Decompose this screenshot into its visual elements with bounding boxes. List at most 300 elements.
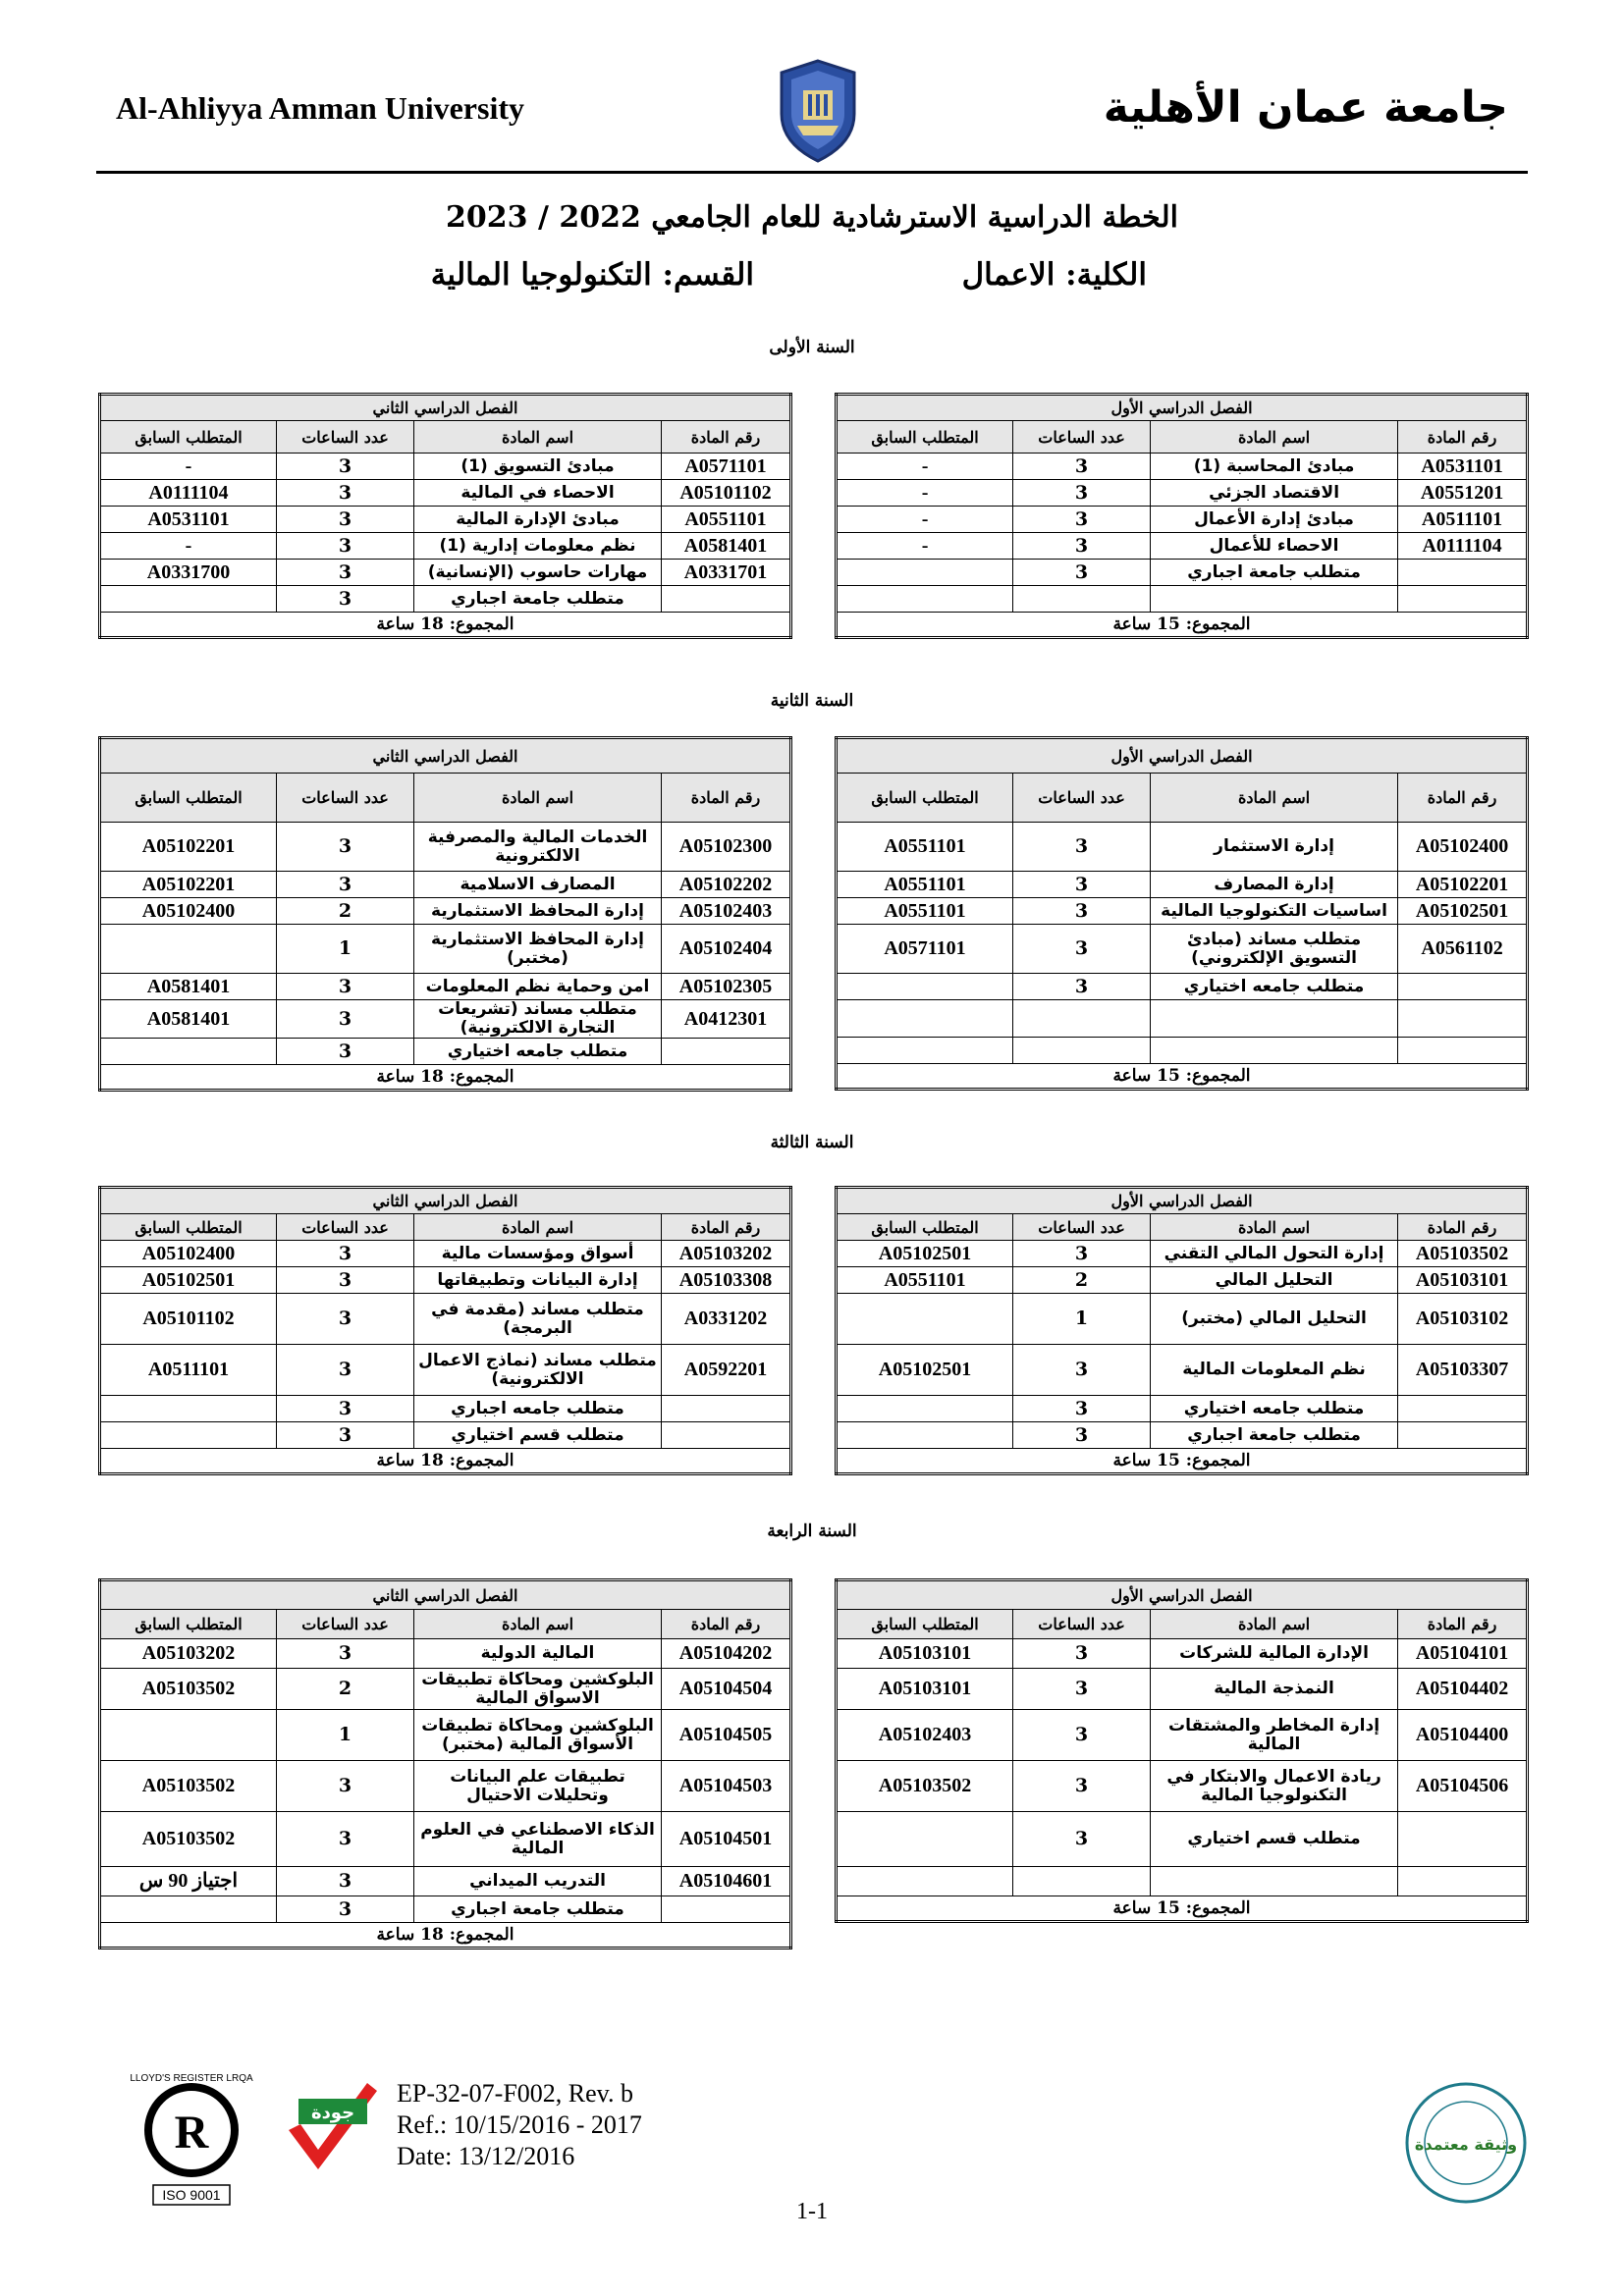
course-code — [1398, 560, 1528, 586]
course-name: متطلب قسم اختياري — [414, 1422, 662, 1449]
course-row — [100, 1812, 791, 1867]
course-row — [837, 454, 1528, 480]
course-hours: 3 — [277, 1867, 414, 1896]
course-row — [837, 1867, 1528, 1896]
column-header-name: اسم المادة — [1151, 774, 1398, 823]
course-row — [100, 1039, 791, 1065]
course-name: متطلب مساند (مقدمة في البرمجة) — [414, 1294, 662, 1345]
course-row — [837, 1812, 1528, 1867]
course-name: متطلب جامعه اختياري — [1151, 1396, 1398, 1422]
column-header-code: رقم المادة — [1398, 1610, 1528, 1639]
column-header-prereq: المتطلب السابق — [100, 1214, 277, 1241]
course-hours: 3 — [277, 1241, 414, 1267]
course-code: A0592201 — [662, 1345, 791, 1396]
course-row — [100, 1241, 791, 1267]
semester-total: المجموع: 18 ساعة — [100, 1065, 791, 1091]
course-code — [1398, 1422, 1528, 1449]
course-hours: 3 — [1013, 925, 1151, 974]
course-hours — [1013, 1867, 1151, 1896]
column-header-prereq: المتطلب السابق — [837, 1214, 1013, 1241]
course-code — [1398, 974, 1528, 1000]
quality-mark-icon — [279, 2071, 387, 2189]
course-name: الإدارة المالية للشركات — [1151, 1639, 1398, 1669]
column-header-hours: عدد الساعات — [1013, 774, 1151, 823]
course-name: مهارات حاسوب (الإنسانية) — [414, 560, 662, 586]
course-prereq: A05102501 — [100, 1267, 277, 1294]
year-label: السنة الأولى — [769, 338, 855, 357]
doc-date: Date: 13/12/2016 — [397, 2142, 575, 2170]
course-row — [100, 925, 791, 974]
course-name: متطلب مساند (مبادئ التسويق الإلكتروني) — [1151, 925, 1398, 974]
course-code: A05103102 — [1398, 1294, 1528, 1345]
column-header-prereq: المتطلب السابق — [100, 421, 277, 454]
course-prereq: A0511101 — [100, 1345, 277, 1396]
university-name-ar: جامعة عمان الأهلية — [1103, 82, 1508, 133]
course-hours: 3 — [1013, 872, 1151, 898]
semester-table-3-sem1 — [835, 1186, 1529, 1475]
lrqa-label: LLOYD'S REGISTER LRQA — [130, 2073, 253, 2084]
course-code: A05102501 — [1398, 898, 1528, 925]
course-code: A05103202 — [662, 1241, 791, 1267]
course-code: A05104402 — [1398, 1669, 1528, 1710]
course-code: A0551101 — [662, 507, 791, 533]
course-name: متطلب مساند (نماذج الاعمال الالكترونية) — [414, 1345, 662, 1396]
semester-table-1-sem1 — [835, 393, 1529, 639]
course-code: A05104504 — [662, 1669, 791, 1710]
course-row — [100, 974, 791, 1000]
course-code: A05102400 — [1398, 823, 1528, 872]
course-code: A0111104 — [1398, 533, 1528, 560]
course-name: تطبيقات علم البيانات وتحليلات الاحتيال — [414, 1761, 662, 1812]
course-name: الاقتصاد الجزئي — [1151, 480, 1398, 507]
semester-table-2-sem1 — [835, 736, 1529, 1091]
course-name: نظم المعلومات المالية — [1151, 1345, 1398, 1396]
course-hours: 3 — [277, 1422, 414, 1449]
course-prereq: - — [100, 454, 277, 480]
course-code — [662, 1422, 791, 1449]
course-code: A0331202 — [662, 1294, 791, 1345]
course-code: A05104503 — [662, 1761, 791, 1812]
course-code: A0531101 — [1398, 454, 1528, 480]
course-row — [837, 1761, 1528, 1812]
course-name: متطلب جامعه اجباري — [414, 1396, 662, 1422]
course-prereq — [100, 586, 277, 613]
course-hours: 3 — [277, 454, 414, 480]
course-prereq: A05103502 — [100, 1812, 277, 1867]
faculty-label: الكلية: الاعمال — [961, 257, 1147, 293]
column-header-code: رقم المادة — [1398, 1214, 1528, 1241]
column-header-hours: عدد الساعات — [1013, 1214, 1151, 1241]
course-hours: 3 — [277, 823, 414, 872]
course-name: الخدمات المالية والمصرفية الالكترونية — [414, 823, 662, 872]
course-code — [1398, 586, 1528, 613]
doc-ref: Ref.: 10/15/2016 - 2017 — [397, 2110, 642, 2139]
course-name: إدارة التحول المالي التقني — [1151, 1241, 1398, 1267]
course-code: A05102404 — [662, 925, 791, 974]
course-prereq: A0111104 — [100, 480, 277, 507]
semester-total: المجموع: 15 ساعة — [837, 1896, 1528, 1922]
column-header-code: رقم المادة — [1398, 774, 1528, 823]
course-row — [100, 1345, 791, 1396]
semester-title: الفصل الدراسي الثاني — [100, 395, 791, 421]
course-prereq — [837, 1812, 1013, 1867]
course-row — [837, 1396, 1528, 1422]
course-prereq — [837, 1867, 1013, 1896]
header-divider — [96, 171, 1528, 174]
course-prereq: A05102400 — [100, 898, 277, 925]
course-prereq: A05103502 — [837, 1761, 1013, 1812]
course-name: متطلب قسم اختياري — [1151, 1812, 1398, 1867]
course-row — [837, 1000, 1528, 1038]
course-code: A05103502 — [1398, 1241, 1528, 1267]
semester-title: الفصل الدراسي الأول — [837, 395, 1528, 421]
column-header-hours: عدد الساعات — [277, 421, 414, 454]
course-hours: 3 — [1013, 454, 1151, 480]
course-hours: 3 — [1013, 823, 1151, 872]
column-header-code: رقم المادة — [662, 1610, 791, 1639]
column-header-name: اسم المادة — [414, 1610, 662, 1639]
column-header-prereq: المتطلب السابق — [837, 421, 1013, 454]
course-row — [837, 586, 1528, 613]
svg-text:R: R — [174, 2107, 209, 2159]
course-hours: 3 — [277, 560, 414, 586]
course-hours: 3 — [277, 1639, 414, 1669]
course-name: إدارة المصارف — [1151, 872, 1398, 898]
course-code: A05104506 — [1398, 1761, 1528, 1812]
column-header-code: رقم المادة — [1398, 421, 1528, 454]
course-hours: 3 — [277, 1812, 414, 1867]
course-hours: 3 — [1013, 1710, 1151, 1761]
course-name: ريادة الاعمال والابتكار في التكنولوجيا المالية — [1151, 1761, 1398, 1812]
course-code: A0412301 — [662, 1000, 791, 1039]
year-label: السنة الرابعة — [767, 1522, 857, 1541]
approved-document-seal-icon — [1402, 2079, 1530, 2207]
year-label: السنة الثالثة — [770, 1133, 854, 1152]
semester-title: الفصل الدراسي الثاني — [100, 1188, 791, 1214]
course-name: إدارة المخاطر والمشتقات المالية — [1151, 1710, 1398, 1761]
course-row — [100, 1422, 791, 1449]
course-row — [100, 823, 791, 872]
course-prereq: A0551101 — [837, 872, 1013, 898]
column-header-name: اسم المادة — [414, 421, 662, 454]
course-prereq: A05103101 — [837, 1669, 1013, 1710]
course-prereq: A05102501 — [837, 1345, 1013, 1396]
course-prereq — [100, 1039, 277, 1065]
course-prereq — [100, 1896, 277, 1923]
course-hours: 3 — [1013, 1345, 1151, 1396]
course-row — [837, 560, 1528, 586]
course-prereq — [837, 1396, 1013, 1422]
course-row — [100, 1639, 791, 1669]
column-header-name: اسم المادة — [1151, 421, 1398, 454]
course-hours: 3 — [277, 533, 414, 560]
course-hours — [1013, 1038, 1151, 1064]
column-header-code: رقم المادة — [662, 1214, 791, 1241]
course-row — [837, 823, 1528, 872]
course-prereq — [837, 1000, 1013, 1038]
course-prereq — [837, 1422, 1013, 1449]
course-hours: 3 — [1013, 1422, 1151, 1449]
course-code: A05102300 — [662, 823, 791, 872]
course-name — [1151, 586, 1398, 613]
course-name: المالية الدولية — [414, 1639, 662, 1669]
course-row — [837, 872, 1528, 898]
course-prereq — [837, 1294, 1013, 1345]
course-name — [1151, 1000, 1398, 1038]
semester-title: الفصل الدراسي الثاني — [100, 1580, 791, 1610]
course-name: الذكاء الاصطناعي في العلوم المالية — [414, 1812, 662, 1867]
course-row — [837, 898, 1528, 925]
course-hours: 1 — [277, 925, 414, 974]
course-hours: 3 — [1013, 1761, 1151, 1812]
course-hours: 2 — [277, 1669, 414, 1710]
course-prereq: - — [837, 454, 1013, 480]
course-name: متطلب مساند (تشريعات التجارة الالكترونية) — [414, 1000, 662, 1039]
course-name: الاحصاء للأعمال — [1151, 533, 1398, 560]
course-name: امن وحماية نظم المعلومات — [414, 974, 662, 1000]
column-header-name: اسم المادة — [414, 1214, 662, 1241]
course-prereq: A05103502 — [100, 1669, 277, 1710]
column-header-prereq: المتطلب السابق — [837, 774, 1013, 823]
course-hours: 3 — [277, 480, 414, 507]
course-name: التدريب الميداني — [414, 1867, 662, 1896]
course-row — [100, 1000, 791, 1039]
course-hours: 3 — [1013, 560, 1151, 586]
column-header-hours: عدد الساعات — [277, 1214, 414, 1241]
course-prereq: - — [837, 480, 1013, 507]
course-hours: 3 — [277, 1267, 414, 1294]
semester-title: الفصل الدراسي الأول — [837, 738, 1528, 774]
course-code: A05102403 — [662, 898, 791, 925]
course-hours: 3 — [277, 1396, 414, 1422]
course-code — [1398, 1867, 1528, 1896]
course-name: مبادئ المحاسبة (1) — [1151, 454, 1398, 480]
semester-total: المجموع: 15 ساعة — [837, 613, 1528, 638]
course-code: A05104101 — [1398, 1639, 1528, 1669]
year-label: السنة الثانية — [770, 691, 854, 711]
semester-table-2-sem2 — [98, 736, 792, 1092]
semester-table-4-sem2 — [98, 1578, 792, 1949]
course-row — [100, 1710, 791, 1761]
course-hours — [1013, 1000, 1151, 1038]
course-hours: 3 — [1013, 1396, 1151, 1422]
semester-title: الفصل الدراسي الأول — [837, 1188, 1528, 1214]
column-header-hours: عدد الساعات — [1013, 421, 1151, 454]
course-prereq: A05102400 — [100, 1241, 277, 1267]
course-name: متطلب جامعة اجباري — [414, 586, 662, 613]
doc-code: EP-32-07-F002, Rev. b — [397, 2079, 633, 2108]
semester-total: المجموع: 18 ساعة — [100, 613, 791, 638]
column-header-hours: عدد الساعات — [1013, 1610, 1151, 1639]
semester-table-1-sem2 — [98, 393, 792, 639]
quality-label: جودة — [310, 2103, 355, 2123]
course-row — [837, 1345, 1528, 1396]
course-code: A05104202 — [662, 1639, 791, 1669]
course-name: نظم معلومات إدارية (1) — [414, 533, 662, 560]
course-hours: 2 — [1013, 1267, 1151, 1294]
column-header-name: اسم المادة — [1151, 1214, 1398, 1241]
course-row — [100, 872, 791, 898]
course-code: A0581401 — [662, 533, 791, 560]
course-hours: 3 — [277, 586, 414, 613]
course-hours: 3 — [277, 507, 414, 533]
course-name: مبادئ إدارة الأعمال — [1151, 507, 1398, 533]
column-header-hours: عدد الساعات — [277, 774, 414, 823]
course-code: A0551201 — [1398, 480, 1528, 507]
course-row — [837, 1241, 1528, 1267]
course-name: متطلب جامعة اجباري — [1151, 560, 1398, 586]
column-header-prereq: المتطلب السابق — [100, 774, 277, 823]
course-prereq: A0551101 — [837, 1267, 1013, 1294]
semester-total: المجموع: 18 ساعة — [100, 1923, 791, 1949]
course-name: اساسيات التكنولوجيا المالية — [1151, 898, 1398, 925]
course-hours: 3 — [277, 1345, 414, 1396]
course-prereq: A05102201 — [100, 872, 277, 898]
course-prereq: A05102201 — [100, 823, 277, 872]
course-code: A05104400 — [1398, 1710, 1528, 1761]
course-row — [100, 586, 791, 613]
course-row — [837, 1669, 1528, 1710]
course-name: النمذجة المالية — [1151, 1669, 1398, 1710]
course-hours: 3 — [1013, 1669, 1151, 1710]
course-code — [1398, 1396, 1528, 1422]
course-row — [837, 533, 1528, 560]
lloyds-register-logo-icon — [118, 2065, 265, 2213]
course-row — [100, 1896, 791, 1923]
department-label: القسم: التكنولوجيا المالية — [430, 257, 754, 293]
course-code: A05102305 — [662, 974, 791, 1000]
semester-total: المجموع: 18 ساعة — [100, 1449, 791, 1474]
page-number: 1-1 — [796, 2199, 828, 2224]
course-prereq — [100, 925, 277, 974]
course-row — [100, 898, 791, 925]
course-prereq — [837, 586, 1013, 613]
course-name: التحليل المالي — [1151, 1267, 1398, 1294]
column-header-hours: عدد الساعات — [277, 1610, 414, 1639]
course-row — [100, 533, 791, 560]
course-hours: 2 — [277, 898, 414, 925]
course-prereq: A05103502 — [100, 1761, 277, 1812]
semester-table-3-sem2 — [98, 1186, 792, 1475]
column-header-prereq: المتطلب السابق — [837, 1610, 1013, 1639]
course-name: إدارة المحافظ الاستثمارية — [414, 898, 662, 925]
course-code — [1398, 1000, 1528, 1038]
semester-total: المجموع: 15 ساعة — [837, 1064, 1528, 1090]
iso-label: ISO 9001 — [162, 2187, 221, 2203]
semester-table-4-sem1 — [835, 1578, 1529, 1923]
course-row — [100, 1396, 791, 1422]
course-prereq — [837, 560, 1013, 586]
course-name — [1151, 1038, 1398, 1064]
course-prereq: - — [837, 507, 1013, 533]
course-name: مبادئ الإدارة المالية — [414, 507, 662, 533]
course-prereq: A0581401 — [100, 974, 277, 1000]
course-row — [837, 1038, 1528, 1064]
course-name: إدارة البيانات وتطبيقاتها — [414, 1267, 662, 1294]
course-name: المصارف الاسلامية — [414, 872, 662, 898]
course-prereq: A0551101 — [837, 823, 1013, 872]
course-row — [100, 1267, 791, 1294]
course-row — [837, 1267, 1528, 1294]
course-hours: 3 — [277, 872, 414, 898]
course-row — [100, 507, 791, 533]
course-prereq: A05103202 — [100, 1639, 277, 1669]
course-prereq: A05101102 — [100, 1294, 277, 1345]
course-code — [662, 1396, 791, 1422]
seal-label: وثيقة معتمدة — [1414, 2135, 1518, 2154]
course-name — [1151, 1867, 1398, 1896]
course-row — [837, 1422, 1528, 1449]
course-row — [837, 1710, 1528, 1761]
course-hours: 3 — [277, 1896, 414, 1923]
course-code: A0511101 — [1398, 507, 1528, 533]
course-row — [837, 480, 1528, 507]
course-name: متطلب جامعة اجباري — [414, 1896, 662, 1923]
course-hours: 3 — [1013, 1639, 1151, 1669]
course-row — [100, 1761, 791, 1812]
course-prereq: A05102501 — [837, 1241, 1013, 1267]
semester-title: الفصل الدراسي الثاني — [100, 738, 791, 774]
course-name: البلوكشين ومحاكاة تطبيقات الاسواق المالية — [414, 1669, 662, 1710]
course-hours: 3 — [1013, 480, 1151, 507]
course-name: متطلب جامعة اجباري — [1151, 1422, 1398, 1449]
semester-total: المجموع: 15 ساعة — [837, 1449, 1528, 1474]
course-code: A05103307 — [1398, 1345, 1528, 1396]
course-prereq: A05102403 — [837, 1710, 1013, 1761]
course-hours: 3 — [1013, 974, 1151, 1000]
course-code: A05103101 — [1398, 1267, 1528, 1294]
course-hours: 3 — [1013, 533, 1151, 560]
course-name: أسواق ومؤسسات مالية — [414, 1241, 662, 1267]
course-prereq: اجتياز 90 س — [100, 1867, 277, 1896]
course-hours: 1 — [277, 1710, 414, 1761]
course-code: A05102201 — [1398, 872, 1528, 898]
course-row — [837, 925, 1528, 974]
course-code: A05102202 — [662, 872, 791, 898]
course-code: A0331701 — [662, 560, 791, 586]
course-prereq — [100, 1710, 277, 1761]
column-header-code: رقم المادة — [662, 774, 791, 823]
course-row — [837, 1639, 1528, 1669]
course-prereq: A05103101 — [837, 1639, 1013, 1669]
course-row — [837, 974, 1528, 1000]
course-code: A05104601 — [662, 1867, 791, 1896]
course-row — [837, 1294, 1528, 1345]
university-logo-icon — [776, 57, 860, 165]
course-prereq: A0331700 — [100, 560, 277, 586]
course-prereq — [837, 1038, 1013, 1064]
course-row — [100, 560, 791, 586]
course-hours: 3 — [277, 1000, 414, 1039]
course-prereq: A0581401 — [100, 1000, 277, 1039]
course-code: A05104505 — [662, 1710, 791, 1761]
course-hours: 3 — [1013, 507, 1151, 533]
course-hours: 3 — [1013, 898, 1151, 925]
column-header-name: اسم المادة — [1151, 1610, 1398, 1639]
course-hours: 3 — [277, 1039, 414, 1065]
university-name-en: Al-Ahliyya Amman University — [116, 90, 524, 126]
course-prereq — [100, 1422, 277, 1449]
semester-title: الفصل الدراسي الأول — [837, 1580, 1528, 1610]
course-code: A0561102 — [1398, 925, 1528, 974]
course-name: مبادئ التسويق (1) — [414, 454, 662, 480]
course-code — [1398, 1038, 1528, 1064]
course-code — [1398, 1812, 1528, 1867]
course-prereq: A0531101 — [100, 507, 277, 533]
column-header-name: اسم المادة — [414, 774, 662, 823]
course-prereq — [837, 974, 1013, 1000]
course-name: البلوكشين ومحاكاة تطبيقات الأسواق المالية (مختبر) — [414, 1710, 662, 1761]
